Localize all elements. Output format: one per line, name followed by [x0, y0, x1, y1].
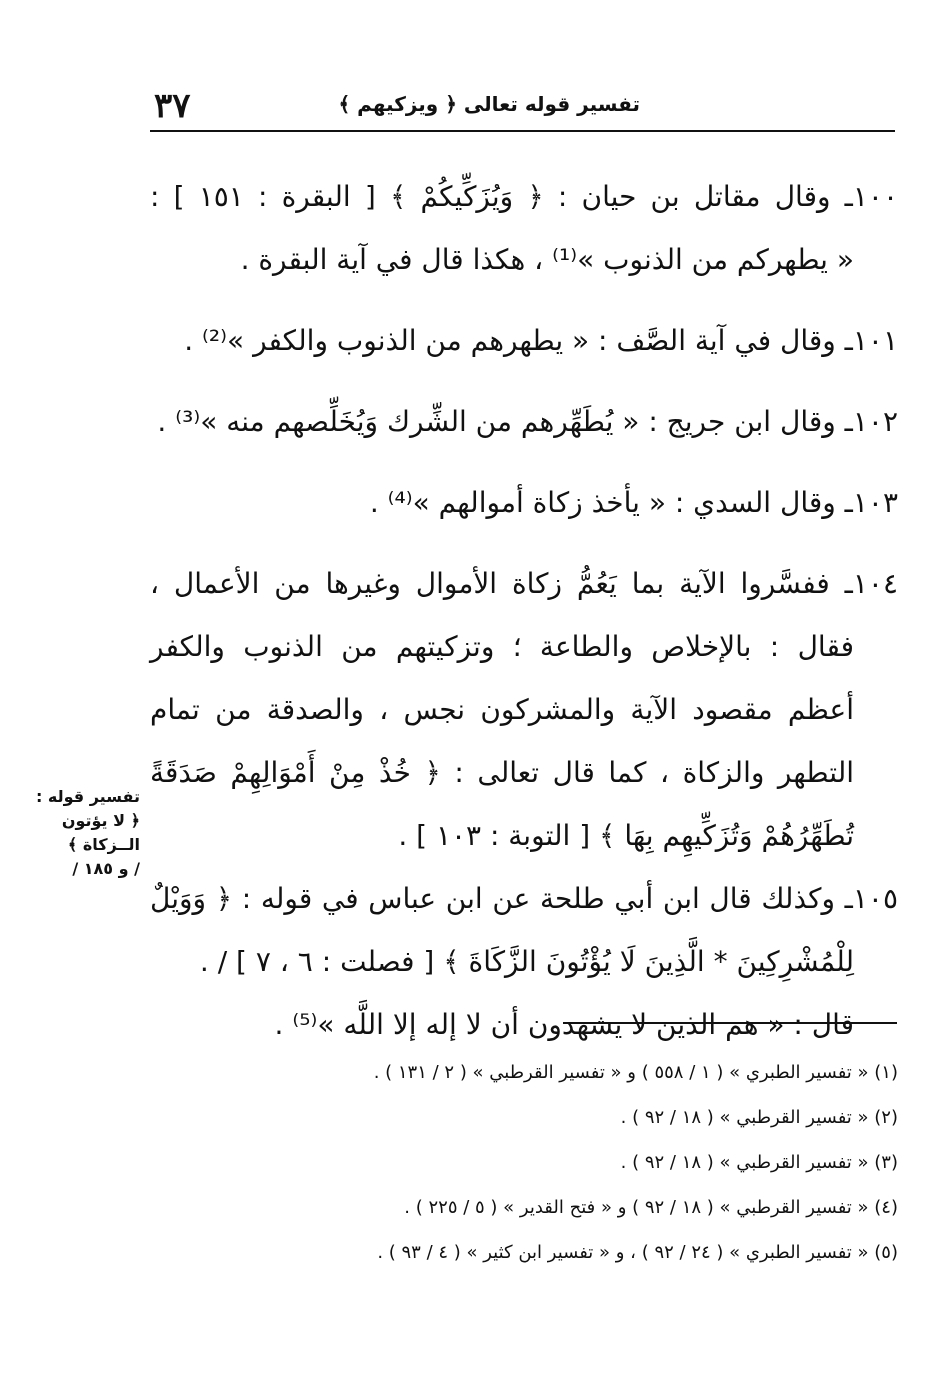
text-line-102: ١٠٢ـ وقال ابن جريج : « يُطَهِّرهم من الشِّرك وَيُخَلِّصهم منه »⁽³⁾ . [157, 405, 898, 438]
margin-note-line: الــزكاة ﴾ [67, 835, 140, 854]
text-line-104d: التطهر والزكاة ، كما قال تعالى : ﴿ خُذْ مِنْ أَمْوَالِهِمْ صَدَقَةً [150, 756, 854, 789]
text-line-105b: لِلْمُشْرِكِينَ * الَّذِينَ لَا يُؤْتُونَ الزَّكَاةَ ﴾ [ فصلت : ٦ ، ٧ ] / . [199, 945, 854, 978]
text-line-100a: ١٠٠ـ وقال مقاتل بن حيان : ﴿ وَيُزَكِّيكُمْ ﴾ [ البقرة : ١٥١ ] : [150, 180, 898, 213]
margin-note-line: تفسير قوله : [35, 787, 140, 806]
text-line-104c: أعظم مقصود الآية والمشركون نجس ، والصدقة من تمام [150, 693, 854, 726]
text-line-104a: ١٠٤ـ ففسَّروا الآية بما يَعُمُّ زكاة الأموال وغيرها من الأعمال ، [150, 567, 898, 600]
page-header [150, 86, 895, 132]
footnote-separator [563, 1022, 897, 1024]
footnote-2: (٢) « تفسير القرطبي » ( ١٨ / ٩٢ ) . [620, 1107, 898, 1128]
text-line-100b: « يطهركم من الذنوب »⁽¹⁾ ، هكذا قال في آية البقرة . [240, 243, 854, 276]
footnote-3: (٣) « تفسير القرطبي » ( ١٨ / ٩٢ ) . [620, 1152, 898, 1173]
footnote-1: (١) « تفسير الطبري » ( ١ / ٥٥٨ ) و « تفسير القرطبي » ( ٢ / ١٣١ ) . [373, 1062, 898, 1083]
text-line-103: ١٠٣ـ وقال السدي : « يأخذ زكاة أموالهم »⁽⁴⁾ . [369, 486, 898, 519]
text-line-105c: قال : « هم الذين لا يشهدون أن لا إله إلا اللَّه »⁽⁵⁾ . [274, 1008, 854, 1041]
footnote-5: (٥) « تفسير الطبري » ( ٢٤ / ٩٢ ) ، و « تفسير ابن كثير » ( ٤ / ٩٣ ) . [377, 1242, 898, 1263]
margin-note-line: / و ١٨٥ / [72, 859, 140, 878]
main-text [150, 165, 898, 1056]
margin-note [30, 785, 140, 881]
footnote-4: (٤) « تفسير القرطبي » ( ١٨ / ٩٢ ) و « فتح القدير » ( ٥ / ٢٢٥ ) . [404, 1197, 898, 1218]
text-line-101: ١٠١ـ وقال في آية الصَّف : « يطهرهم من الذنوب والكفر »⁽²⁾ . [184, 324, 898, 357]
text-line-104b: فقال : بالإخلاص والطاعة ؛ وتزكيتهم من الذنوب والكفر [150, 630, 854, 663]
footnotes [150, 1050, 898, 1275]
page-number: ٣٧ [154, 86, 191, 126]
text-line-105a: ١٠٥ـ وكذلك قال ابن أبي طلحة عن ابن عباس في قوله : ﴿ وَوَيْلٌ [150, 882, 898, 915]
running-title: تفسير قوله تعالى ﴿ ويزكيهم ﴾ [338, 92, 640, 116]
margin-note-line: ﴿ لا يؤتون [61, 811, 140, 830]
text-line-104e: تُطَهِّرُهُمْ وَتُزَكِّيهِم بِهَا ﴾ [ التوبة : ١٠٣ ] . [398, 819, 854, 852]
